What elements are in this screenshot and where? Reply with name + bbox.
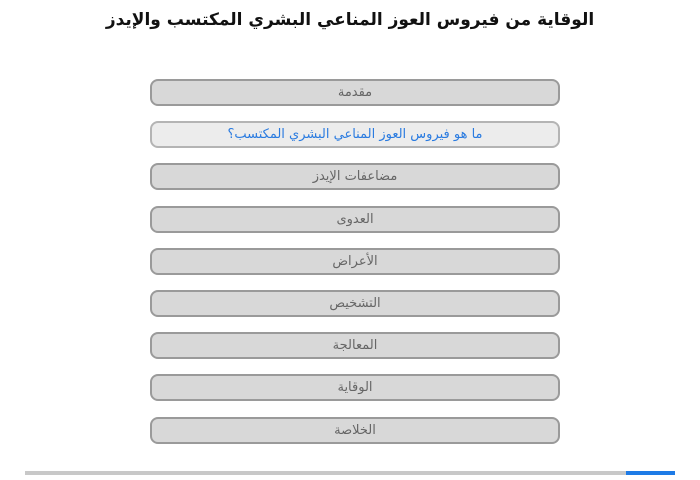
progress-bar-fill [626,471,675,475]
menu-item-symptoms[interactable]: الأعراض [150,248,560,275]
menu-item-treatment[interactable]: المعالجة [150,332,560,359]
menu-item-prevention[interactable]: الوقاية [150,374,560,401]
lesson-menu [150,79,560,459]
page-title: الوقاية من فيروس العوز المناعي البشري المكتسب والإيدز [105,10,595,30]
menu-item-summary[interactable]: الخلاصة [150,417,560,444]
menu-item-what-is-hiv[interactable]: ما هو فيروس العوز المناعي البشري المكتسب؟ [150,121,560,148]
menu-item-introduction[interactable]: مقدمة [150,79,560,106]
menu-item-diagnosis[interactable]: التشخيص [150,290,560,317]
menu-item-infection[interactable]: العدوى [150,206,560,233]
menu-item-aids-complications[interactable]: مضاعفات الإيدز [150,163,560,190]
progress-bar [25,471,675,475]
